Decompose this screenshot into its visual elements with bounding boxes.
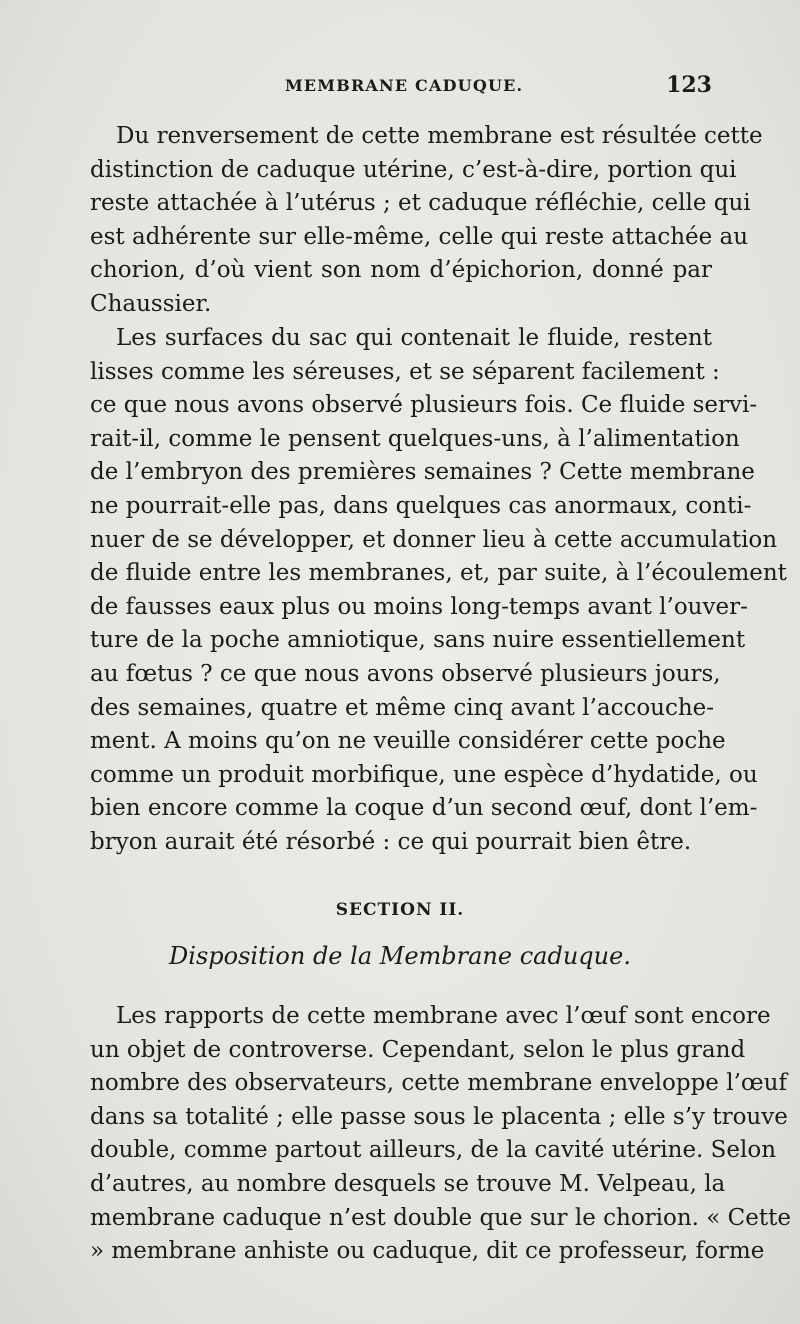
text-line: ce que nous avons observé plusieurs fois. Ce fluide servi- [90,392,758,419]
text-line: reste attachée à l’utérus ; et caduque réfléchie, celle qui [90,190,751,217]
section-label: SECTION II. [335,900,465,920]
text-line: un objet de controverse. Cependant, selon le plus grand [90,1036,746,1063]
paragraph-3 [90,1000,791,1269]
text-line: lisses comme les séreuses, et se séparent facilement : [90,358,720,385]
text-line: membrane caduque n’est double que sur le chorion. « Cette [90,1204,791,1231]
text-line: bryon aurait été résorbé : ce qui pourrait bien être. [90,828,692,855]
text-line: est adhérente sur elle-même, celle qui reste attachée au [90,223,749,250]
text-line: chorion, d’où vient son nom d’épichorion, donné par [90,257,712,284]
text-line: au fœtus ? ce que nous avons observé plusieurs jours, [90,660,721,687]
text-line: distinction de caduque utérine, c’est-à-dire, portion qui [90,156,737,183]
text-line: double, comme partout ailleurs, de la cavité utérine. Selon [90,1137,777,1164]
paragraph-2 [90,322,787,860]
text-line: de fluide entre les membranes, et, par suite, à l’écoulement [90,560,787,587]
text-line: ment. A moins qu’on ne veuille considérer cette poche [90,728,726,755]
text-line: Du renversement de cette membrane est résultée cette [116,123,763,149]
text-line: Les rapports de cette membrane avec l’œuf sont encore [116,1003,771,1029]
text-line: des semaines, quatre et même cinq avant l’accouche- [90,694,715,721]
page-number: 123 [666,72,712,98]
text-line: d’autres, au nombre desquels se trouve M. Velpeau, la [90,1170,726,1197]
text-line: » membrane anhiste ou caduque, dit ce professeur, forme [90,1238,765,1265]
text-line: Les surfaces du sac qui contenait le fluide, restent [116,325,712,351]
text-line: ne pourrait-elle pas, dans quelques cas anormaux, conti- [90,492,752,519]
text-line: bien encore comme la coque d’un second œuf, dont l’em- [90,795,758,822]
text-line: Chaussier. [90,290,212,317]
text-line: ture de la poche amniotique, sans nuire essentiellement [90,627,746,654]
running-head: MEMBRANE CADUQUE. [285,76,524,95]
paragraph-1 [90,120,763,322]
section-title: Disposition de la Membrane caduque. [169,942,631,970]
text-line: de fausses eaux plus ou moins long-temps avant l’ouver- [90,593,748,620]
text-line: comme un produit morbifique, une espèce d’hydatide, ou [90,761,758,788]
text-line: dans sa totalité ; elle passe sous le placenta ; elle s’y trouve [90,1103,788,1130]
text-line: de l’embryon des premières semaines ? Cette membrane [90,459,755,486]
text-line: nuer de se développer, et donner lieu à cette accumulation [90,526,778,553]
text-line: rait-il, comme le pensent quelques-uns, à l’alimentation [90,425,740,452]
text-line: nombre des observateurs, cette membrane enveloppe l’œuf [90,1070,787,1097]
